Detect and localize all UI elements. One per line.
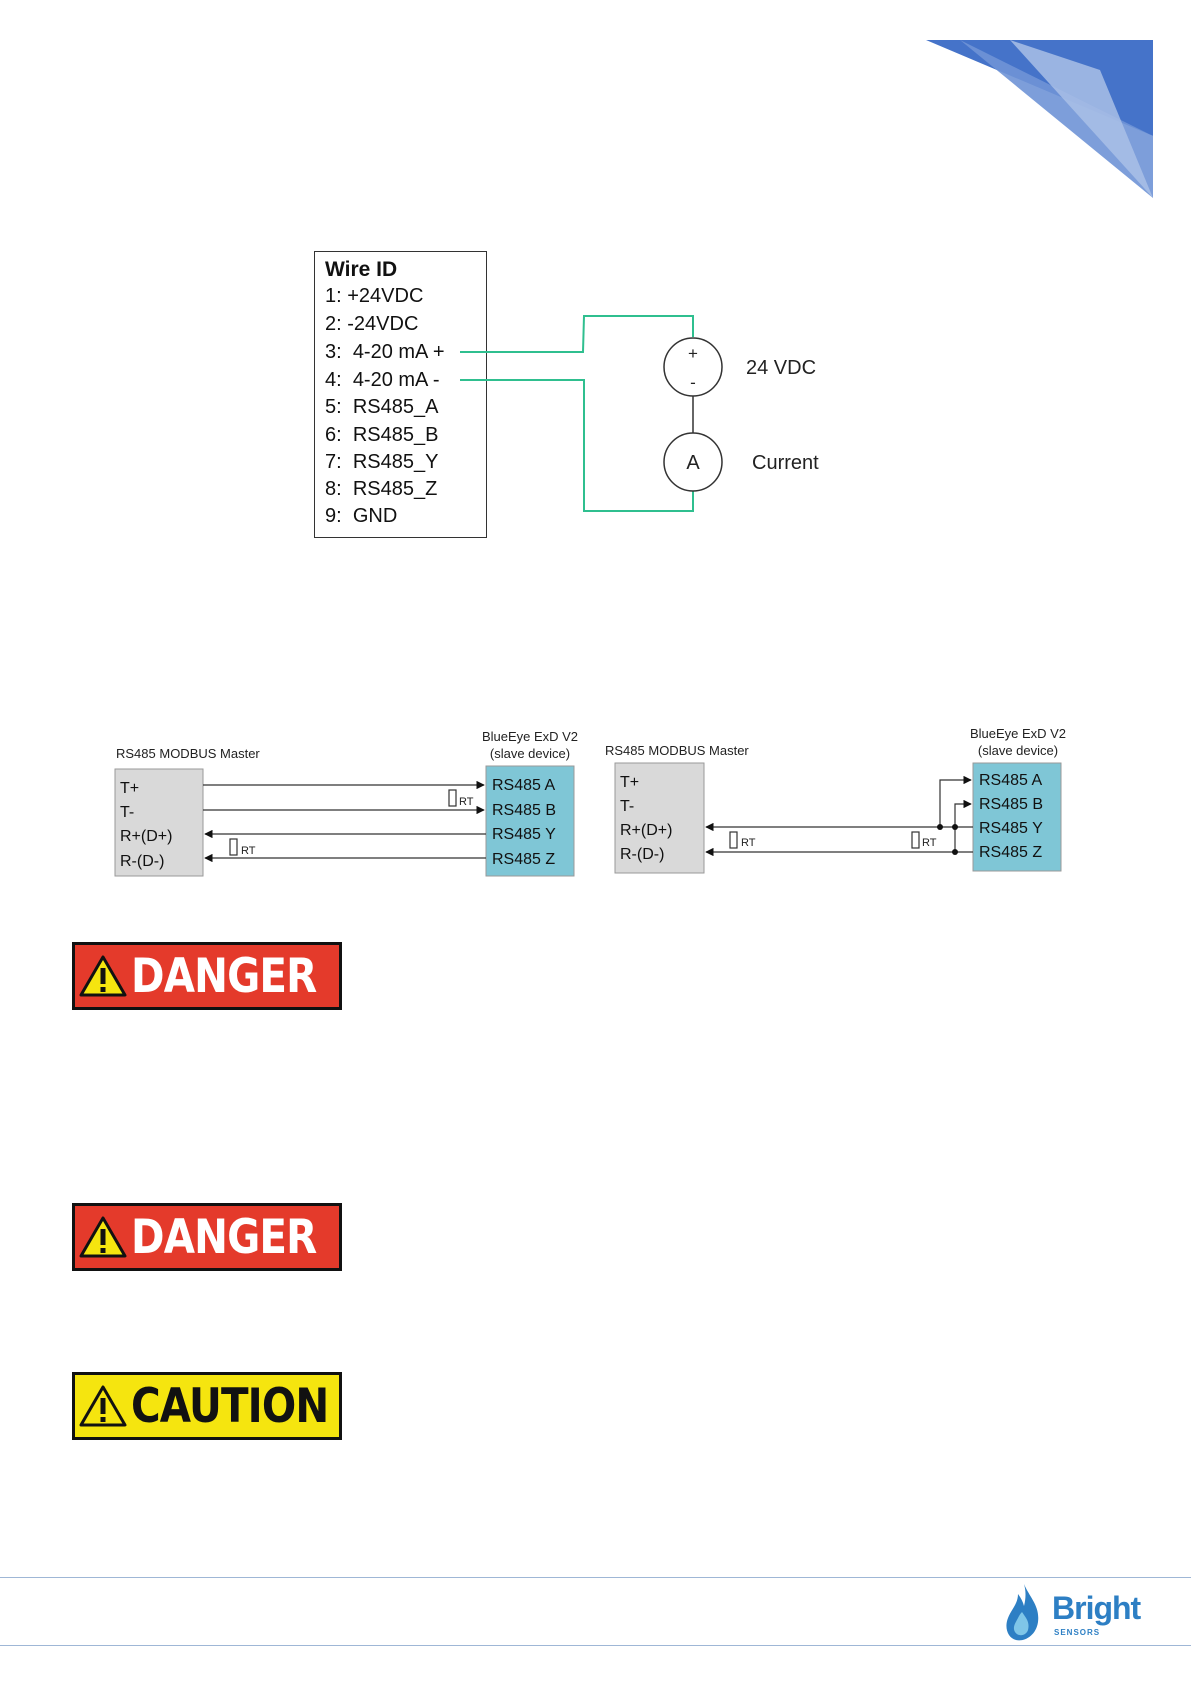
slave-pin: RS485 Y [979, 820, 1043, 837]
wire-item: 2: -24VDC [325, 313, 419, 335]
slave-pin: RS485 B [979, 796, 1044, 813]
terminator-resistor [730, 832, 737, 848]
danger-sign [72, 942, 342, 1010]
terminator-resistor [912, 832, 919, 848]
wire-item: 8: RS485_Z [325, 478, 438, 500]
slave-pin: RS485 Y [492, 826, 556, 843]
source-plus: + [688, 344, 698, 363]
resistor-label: RT [741, 837, 756, 849]
resistor-label: RT [922, 837, 937, 849]
wire-item: 4: 4-20 mA - [325, 369, 440, 391]
master-pin: T- [120, 804, 135, 821]
slave-pin: RS485 Z [492, 851, 556, 868]
meter-label: Current [752, 452, 819, 474]
logo-subtitle: SENSORS [1054, 1628, 1101, 1637]
wire-item: 5: RS485_A [325, 396, 439, 418]
master-pin: R+(D+) [120, 828, 173, 845]
warning-triangle-icon [75, 1208, 131, 1266]
footer-divider-bottom [0, 1645, 1191, 1646]
rs485-4wire-diagram [110, 725, 590, 885]
slave-title: BlueEye ExD V2 [481, 729, 579, 744]
slave-pin: RS485 B [492, 802, 557, 819]
wire-item: 6: RS485_B [325, 424, 439, 446]
master-title: RS485 MODBUS Master [605, 743, 749, 758]
slave-pin: RS485 Z [979, 844, 1043, 861]
wire-item: 9: GND [325, 505, 398, 527]
master-pin: R-(D-) [120, 853, 165, 870]
slave-title: BlueEye ExD V2 [969, 726, 1067, 741]
terminator-resistor [449, 790, 456, 806]
warning-triangle-icon [75, 1377, 131, 1435]
resistor-label: RT [241, 845, 256, 857]
master-pin: R+(D+) [620, 822, 673, 839]
master-pin: T+ [120, 780, 140, 797]
wire-positive [460, 316, 693, 352]
footer-divider-top [0, 1577, 1191, 1578]
danger-label: DANGER [131, 948, 317, 1004]
wire-negative [460, 380, 693, 511]
meter-symbol: A [686, 452, 700, 474]
brand-logo [1002, 1582, 1152, 1642]
master-pin: T+ [620, 774, 640, 791]
master-pin: R-(D-) [620, 846, 665, 863]
wire-item: 7: RS485_Y [325, 451, 439, 473]
flame-icon [1002, 1582, 1044, 1644]
source-minus: - [690, 373, 696, 392]
caution-label: CAUTION [131, 1378, 329, 1434]
slave-subtitle: (slave device) [977, 743, 1059, 758]
master-title: RS485 MODBUS Master [116, 746, 260, 761]
master-pin: T- [620, 798, 635, 815]
resistor-label: RT [459, 796, 474, 808]
wire-item: 3: 4-20 mA + [325, 341, 445, 363]
slave-pin: RS485 A [492, 777, 556, 794]
warning-triangle-icon [75, 947, 131, 1005]
danger-sign [72, 1203, 342, 1271]
danger-label: DANGER [131, 1209, 317, 1265]
wire-id-title: Wire ID [325, 258, 398, 281]
current-loop-diagram [440, 300, 860, 530]
corner-decoration [0, 0, 1191, 220]
slave-subtitle: (slave device) [489, 746, 571, 761]
slave-pin: RS485 A [979, 772, 1043, 789]
caution-sign [72, 1372, 342, 1440]
rs485-2wire-diagram [600, 722, 1080, 882]
source-label: 24 VDC [746, 357, 817, 379]
logo-wordmark: Bright [1052, 1590, 1141, 1626]
wire-item: 1: +24VDC [325, 285, 424, 307]
terminator-resistor [230, 839, 237, 855]
